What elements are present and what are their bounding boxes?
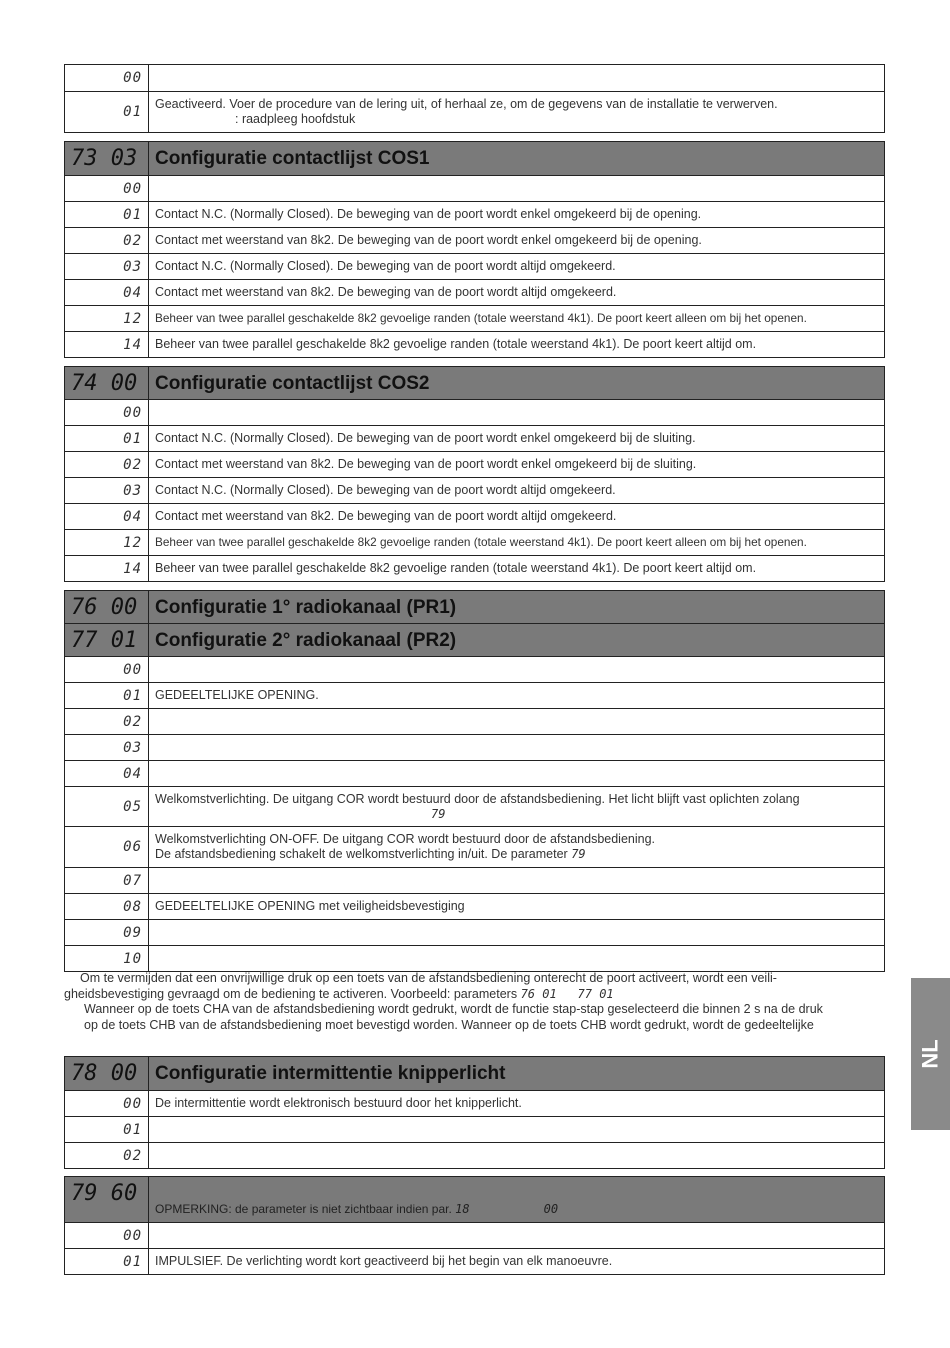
section-note-text: OPMERKING: de parameter is niet zichtbaar indien par. (155, 1202, 452, 1216)
row-code: 05 (65, 787, 149, 826)
parameter-code: 79 (431, 806, 446, 821)
note-line (64, 987, 885, 1003)
table-row (65, 201, 884, 227)
table-row (65, 555, 884, 581)
row-code: 01 (65, 1117, 149, 1142)
row-code: 01 (65, 92, 149, 132)
section-code: 78 00 (65, 1057, 149, 1090)
section-code: 77 01 (65, 624, 149, 656)
row-code: 01 (65, 202, 149, 227)
parameter-code: 76 01 (520, 986, 557, 1001)
row-description (149, 1143, 884, 1168)
section-title: Configuratie intermittentie knipperlicht (155, 1063, 506, 1084)
row-code: 01 (65, 683, 149, 708)
parameter-table-cos2 (64, 366, 885, 582)
row-description-line1: Welkomstverlichting. De uitgang COR wordt bestuurd door de afstandsbediening. Het licht blijft vast oplichten zolang (155, 791, 800, 806)
table-row (65, 425, 884, 451)
parameter-code: 77 01 (577, 986, 614, 1001)
table-row (65, 919, 884, 945)
row-code: 06 (65, 827, 149, 867)
row-description: IMPULSIEF. De verlichting wordt kort geactiveerd bij het begin van elk manoeuvre. (155, 1254, 613, 1268)
row-description: Beheer van twee parallel geschakelde 8k2 gevoelige randen (totale weerstand 4k1). De poort keert altijd om. (155, 337, 757, 351)
section-title: Configuratie 1° radiokanaal (PR1) (155, 596, 457, 618)
section-title-block (149, 1177, 884, 1222)
parameter-table-courtesy-light (64, 1176, 885, 1275)
section-code: 79 60 (65, 1177, 149, 1222)
row-code: 07 (65, 868, 149, 893)
section-title: Configuratie contactlijst COS1 (155, 148, 430, 169)
table-row (65, 708, 884, 734)
table-row (65, 477, 884, 503)
row-description-line2 (155, 847, 878, 862)
row-description: Contact N.C. (Normally Closed). De beweging van de poort wordt enkel omgekeerd bij de opening. (155, 207, 702, 221)
row-description: Beheer van twee parallel geschakelde 8k2 gevoelige randen (totale weerstand 4k1). De poort keert alleen om bij het openen. (155, 311, 807, 325)
parameter-code: 79 (571, 847, 586, 861)
table-row (65, 1222, 884, 1248)
row-code: 04 (65, 280, 149, 305)
section-code: 73 03 (65, 142, 149, 175)
row-description (149, 1117, 884, 1142)
row-code: 03 (65, 478, 149, 503)
row-description (149, 92, 884, 132)
row-code: 09 (65, 920, 149, 945)
row-description (149, 787, 884, 826)
row-description: Contact N.C. (Normally Closed). De beweging van de poort wordt altijd omgekeerd. (155, 483, 616, 497)
row-code: 04 (65, 504, 149, 529)
row-description: Contact met weerstand van 8k2. De beweging van de poort wordt altijd omgekeerd. (155, 509, 617, 523)
row-code: 14 (65, 556, 149, 581)
row-code: 12 (65, 306, 149, 331)
note-line-text: gheidsbevestiging gevraagd om de bediening te activeren. Voorbeeld: parameters (64, 986, 518, 1001)
row-description-line1: Welkomstverlichting ON-OFF. De uitgang COR wordt bestuurd door de afstandsbediening. (155, 832, 656, 846)
table-row (65, 91, 884, 132)
table-row (65, 867, 884, 893)
table-row (65, 331, 884, 357)
row-description (149, 400, 884, 425)
row-description-text: De afstandsbediening schakelt de welkomstverlichting in/uit. De parameter (155, 847, 568, 861)
table-row (65, 1116, 884, 1142)
note-line-text: Om te vermijden dat een onvrijwillige druk op een toets van de afstandsbediening onterecht de poort activeert, wordt een veili- (80, 971, 777, 985)
row-description (149, 176, 884, 201)
table-row (65, 734, 884, 760)
note-line (64, 1002, 885, 1018)
row-code: 03 (65, 254, 149, 279)
row-description (149, 1223, 884, 1248)
row-description: Beheer van twee parallel geschakelde 8k2 gevoelige randen (totale weerstand 4k1). De poort keert alleen om bij het openen. (155, 535, 807, 549)
note-line-text: Wanneer op de toets CHA van de afstandsbediening wordt gedrukt, wordt de functie stap-stap geselecteerd die binnen 2 s na de druk (84, 1002, 823, 1016)
note-line (64, 1018, 885, 1034)
table-row (65, 399, 884, 425)
row-description (149, 761, 884, 786)
row-code: 00 (65, 1223, 149, 1248)
row-code: 14 (65, 332, 149, 357)
row-description-line1: Geactiveerd. Voer de procedure van de lering uit, of herhaal ze, om de gegevens van de installatie te verwerven. (155, 97, 778, 111)
row-description (149, 827, 884, 867)
section-code: 74 00 (65, 367, 149, 399)
table-row (65, 682, 884, 708)
row-code: 02 (65, 709, 149, 734)
table-row (65, 945, 884, 971)
explanation-note (64, 971, 885, 1033)
row-description (149, 735, 884, 760)
table-row (65, 786, 884, 826)
section-header (65, 1057, 884, 1090)
table-row (65, 65, 884, 91)
row-code: 00 (65, 1091, 149, 1116)
section-title: Configuratie contactlijst COS2 (155, 372, 430, 394)
table-row (65, 305, 884, 331)
table-row (65, 656, 884, 682)
language-tab (911, 978, 950, 1130)
table-row (65, 279, 884, 305)
row-description: Contact N.C. (Normally Closed). De beweging van de poort wordt altijd omgekeerd. (155, 259, 616, 273)
parameter-table-learning (64, 64, 885, 133)
row-description-line2: : raadpleeg hoofdstuk (235, 112, 356, 126)
row-description (149, 65, 884, 91)
row-code: 02 (65, 452, 149, 477)
section-header (65, 142, 884, 175)
row-code: 01 (65, 426, 149, 451)
row-description: Contact met weerstand van 8k2. De beweging van de poort wordt enkel omgekeerd bij de opening. (155, 233, 702, 247)
table-row (65, 529, 884, 555)
table-row (65, 893, 884, 919)
parameter-code: 18 (455, 1202, 470, 1216)
row-code: 00 (65, 657, 149, 682)
note-line-text: op de toets CHB van de afstandsbediening moet bevestigd worden. Wanneer op de toets CHB wordt gedrukt, wordt de gedeeltelijke (84, 1017, 814, 1032)
table-row (65, 175, 884, 201)
row-code: 02 (65, 1143, 149, 1168)
row-description: GEDEELTELIJKE OPENING met veiligheidsbevestiging (155, 899, 465, 913)
section-code: 76 00 (65, 591, 149, 623)
row-code: 00 (65, 65, 149, 91)
row-description (149, 946, 884, 971)
parameter-code: 00 (543, 1202, 559, 1216)
table-row (65, 1248, 884, 1274)
row-description (149, 657, 884, 682)
row-description (149, 709, 884, 734)
table-row (65, 760, 884, 786)
table-row (65, 503, 884, 529)
section-note (155, 1202, 878, 1217)
row-code: 04 (65, 761, 149, 786)
section-title: Configuratie 2° radiokanaal (PR2) (155, 629, 457, 651)
row-description: GEDEELTELIJKE OPENING. (155, 688, 319, 702)
parameter-table-blinker (64, 1056, 885, 1169)
parameter-table-cos1 (64, 141, 885, 358)
table-row (65, 451, 884, 477)
table-row (65, 253, 884, 279)
row-description: Contact met weerstand van 8k2. De beweging van de poort wordt enkel omgekeerd bij de sluiting. (155, 457, 697, 471)
row-description: De intermittentie wordt elektronisch bestuurd door het knipperlicht. (155, 1096, 522, 1110)
language-tab-label: NL (917, 1039, 943, 1069)
row-code: 08 (65, 894, 149, 919)
row-code: 00 (65, 400, 149, 425)
section-header (65, 1177, 884, 1222)
row-description: Contact met weerstand van 8k2. De beweging van de poort wordt altijd omgekeerd. (155, 285, 617, 299)
row-code: 10 (65, 946, 149, 971)
parameter-table-radio (64, 590, 885, 972)
note-line (64, 971, 885, 987)
table-row (65, 227, 884, 253)
table-row (65, 1090, 884, 1116)
row-description: Contact N.C. (Normally Closed). De beweging van de poort wordt enkel omgekeerd bij de sluiting. (155, 431, 696, 445)
table-row (65, 826, 884, 867)
row-code: 00 (65, 176, 149, 201)
row-code: 03 (65, 735, 149, 760)
row-code: 12 (65, 530, 149, 555)
section-header (65, 367, 884, 399)
section-header (65, 591, 884, 623)
table-row (65, 1142, 884, 1168)
row-description: Beheer van twee parallel geschakelde 8k2 gevoelige randen (totale weerstand 4k1). De poort keert altijd om. (155, 561, 757, 575)
section-header (65, 623, 884, 656)
row-code: 02 (65, 228, 149, 253)
row-description (149, 920, 884, 945)
row-code: 01 (65, 1249, 149, 1274)
row-description (149, 868, 884, 893)
